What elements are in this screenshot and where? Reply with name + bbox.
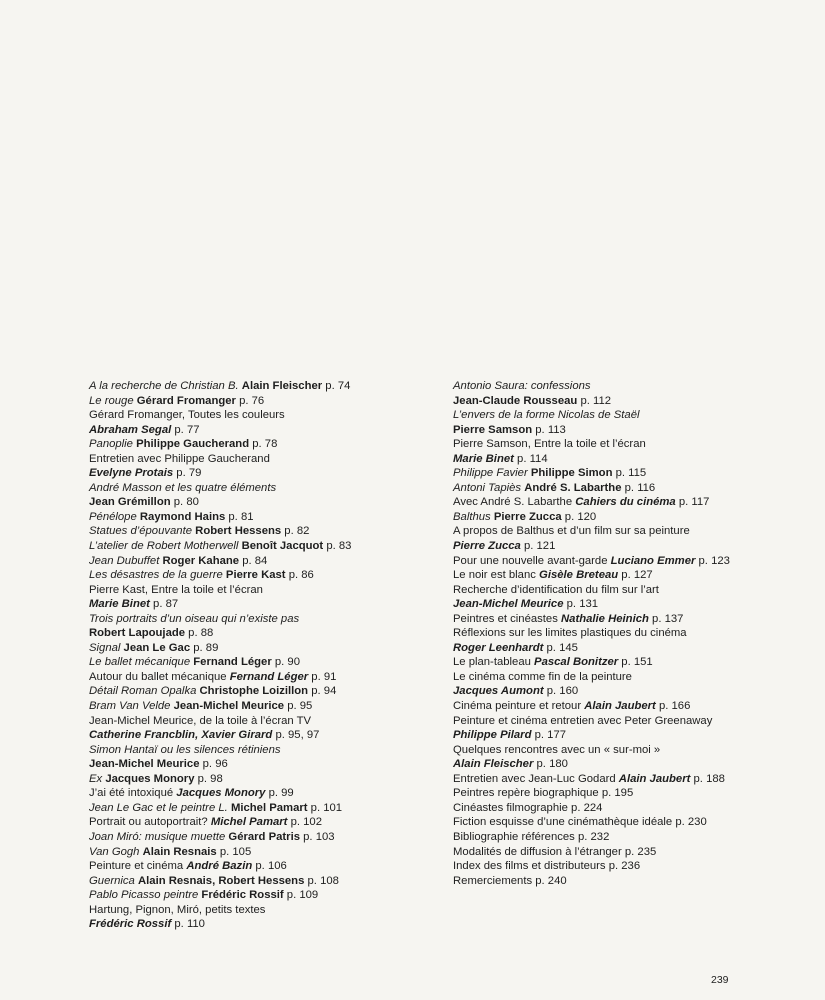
toc-entry	[453, 481, 730, 496]
author-name: Frédéric Rossif	[89, 918, 172, 931]
author-name: Jean-Claude Rousseau	[453, 394, 578, 407]
work-title: Simon Hantaï ou les silences rétiniens	[89, 743, 281, 756]
author-name: Robert Hessens	[195, 525, 282, 538]
author-name: Jean Le Gac	[123, 641, 191, 654]
toc-entry-line	[453, 743, 730, 758]
work-title: Balthus	[453, 510, 491, 523]
work-title: Ex	[89, 772, 103, 785]
toc-entry	[89, 801, 351, 816]
toc-entry-line	[453, 801, 730, 816]
author-name: Christophe Loizillon	[199, 685, 309, 698]
toc-entry	[453, 495, 730, 510]
entry-text: p. 188	[690, 772, 725, 785]
entry-text: Peinture et cinéma entretien avec Peter Greenaway	[453, 714, 713, 727]
toc-entry	[89, 830, 351, 845]
toc-entry	[89, 394, 351, 409]
entry-text: p. 120	[561, 510, 597, 523]
entry-text: p. 115	[612, 467, 647, 480]
entry-text: p. 83	[323, 540, 352, 553]
toc-entry-line	[89, 888, 351, 903]
author-name: Roger Kahane	[162, 554, 240, 567]
toc-entry-line	[89, 772, 351, 787]
author-name: Gisèle Breteau	[539, 569, 619, 582]
entry-text: Gérard Fromanger, Toutes les couleurs	[89, 409, 285, 422]
toc-entry-line	[453, 699, 730, 714]
toc-entry	[89, 524, 351, 539]
entry-text: p. 81	[225, 510, 254, 523]
work-title: Le rouge	[89, 394, 134, 407]
toc-entry	[89, 874, 351, 889]
entry-text: p. 82	[281, 525, 310, 538]
toc-entry-line	[89, 510, 351, 525]
toc-entry	[89, 888, 351, 903]
author-name: Alain Fleischer	[453, 758, 534, 771]
entry-text: J’ai été intoxiqué	[89, 787, 177, 800]
entry-text: p. 103	[300, 830, 335, 843]
entry-text: p. 116	[621, 481, 656, 494]
toc-entry-line	[89, 815, 351, 830]
toc-entry-line	[89, 554, 351, 569]
toc-entry	[453, 772, 730, 787]
author-name: Pierre Kast	[225, 569, 286, 582]
entry-text: p. 84	[239, 554, 268, 567]
toc-entry-line	[453, 539, 730, 554]
toc-entry-line	[453, 626, 730, 641]
author-name: Gérard Fromanger	[136, 394, 236, 407]
toc-entry-line	[89, 859, 351, 874]
toc-entry-line	[89, 495, 351, 510]
toc-entry-line	[453, 437, 730, 452]
toc-entry-line	[453, 859, 730, 874]
toc-entry-line	[89, 684, 351, 699]
entry-text: p. 79	[173, 467, 202, 480]
toc-entry-line	[453, 554, 730, 569]
toc-entry-line	[89, 641, 351, 656]
toc-entry-line	[89, 626, 351, 641]
toc-entry-line	[89, 714, 351, 729]
toc-entry	[89, 452, 351, 481]
author-name: Marie Binet	[453, 452, 514, 465]
work-title: Panoplie	[89, 438, 133, 451]
author-name: Philippe Pilard	[453, 729, 532, 742]
entry-text: p. 113	[532, 423, 566, 436]
toc-entry	[89, 612, 351, 641]
entry-text: p. 180	[533, 758, 568, 771]
toc-entry-line	[453, 466, 730, 481]
entry-text: p. 76	[235, 394, 265, 407]
entry-text: p. 127	[618, 569, 653, 582]
entry-text: Recherche d’identification du film sur l’art	[453, 583, 659, 596]
entry-text: Le plan-tableau	[453, 656, 535, 669]
toc-entry-line	[453, 408, 730, 423]
toc-entry	[89, 815, 351, 830]
author-name: Benoît Jacquot	[241, 540, 324, 553]
entry-text: Le noir est blanc	[453, 569, 540, 582]
author-name: Pierre Zucca	[453, 540, 521, 553]
author-name: Jacques Monory	[105, 772, 195, 785]
toc-entry-line	[89, 452, 351, 467]
toc-entry	[453, 655, 730, 670]
toc-entry	[89, 554, 351, 569]
entry-text: p. 88	[185, 627, 214, 640]
toc-entry-line	[89, 743, 351, 758]
work-title: L’envers de la forme Nicolas de Staël	[453, 409, 640, 422]
author-name: Michel Pamart	[210, 816, 288, 829]
toc-entry-line	[89, 408, 351, 423]
toc-entry-line	[453, 874, 730, 889]
author-name: Raymond Hains	[139, 510, 226, 523]
toc-entry-line	[453, 684, 730, 699]
toc-entry-line	[453, 714, 730, 729]
toc-entry	[453, 612, 730, 627]
toc-entry-line	[89, 917, 351, 932]
work-title: Signal	[89, 641, 121, 654]
entry-text: p. 131	[563, 598, 599, 611]
toc-entry-line	[453, 423, 730, 438]
toc-entry	[89, 568, 351, 583]
toc-entry	[453, 510, 730, 525]
entry-text: p. 74	[322, 380, 351, 392]
toc-entry-line	[453, 757, 730, 772]
toc-entry-line	[89, 568, 351, 583]
toc-entry-line	[453, 670, 730, 685]
entry-text: Autour du ballet mécanique	[89, 670, 230, 683]
toc-entry-line	[453, 583, 730, 598]
author-name: Fernand Léger	[193, 656, 272, 669]
author-name: Alain Jaubert	[584, 700, 656, 713]
toc-entry-line	[453, 524, 730, 539]
entry-text: p. 98	[194, 772, 223, 785]
toc-entry-line	[89, 801, 351, 816]
toc-entry-line	[453, 728, 730, 743]
work-title: Le ballet mécanique	[89, 656, 191, 669]
toc-entry-line	[89, 786, 351, 801]
author-name: Gérard Patris	[228, 830, 300, 843]
toc-entry	[89, 655, 351, 670]
work-title: Pénélope	[89, 510, 137, 523]
entry-text: Peintres et cinéastes	[453, 612, 562, 625]
toc-entry-line	[89, 728, 351, 743]
toc-entry	[89, 699, 351, 714]
toc-entry-line	[89, 757, 351, 772]
toc-entry	[89, 859, 351, 874]
entry-text: Pierre Samson, Entre la toile et l’écran	[453, 438, 646, 451]
toc-entry-line	[453, 830, 730, 845]
toc-entry	[453, 830, 730, 845]
author-name: Jean-Michel Meurice	[173, 700, 285, 713]
toc-entry	[89, 786, 351, 801]
toc-entry	[453, 408, 730, 437]
toc-entry-line	[89, 583, 351, 598]
author-name: Pascal Bonitzer	[534, 656, 619, 669]
entry-text: Jean-Michel Meurice, de la toile à l’écran TV	[89, 714, 312, 727]
toc-entry-line	[453, 394, 730, 409]
toc-entry-line	[89, 466, 351, 481]
author-name: Abraham Segal	[89, 423, 172, 436]
author-name: Michel Pamart	[230, 801, 308, 814]
toc-entry	[89, 845, 351, 860]
toc-entry-line	[453, 815, 730, 830]
toc-entry	[89, 670, 351, 685]
entry-text: Le cinéma comme fin de la peinture	[453, 670, 632, 683]
toc-entry-line	[89, 612, 351, 627]
toc-entry-line	[453, 612, 730, 627]
author-name: Frédéric Rossif	[201, 889, 284, 902]
toc-entry	[89, 583, 351, 612]
author-name: Jean-Michel Meurice	[453, 598, 564, 611]
entry-text: p. 91	[308, 670, 337, 683]
entry-text: Réflexions sur les limites plastiques du cinéma	[453, 627, 687, 640]
toc-entry	[453, 743, 730, 772]
entry-text: p. 151	[618, 656, 653, 669]
work-title: Antonio Saura: confessions	[453, 380, 591, 392]
entry-text: p. 109	[283, 889, 319, 902]
toc-entry-line	[89, 670, 351, 685]
toc-entry-line	[89, 830, 351, 845]
toc-entry	[453, 801, 730, 816]
toc-entry	[453, 466, 730, 481]
entry-text: p. 87	[149, 598, 179, 611]
toc-entry-line	[89, 379, 351, 394]
entry-text: Modalités de diffusion à l’étranger p. 235	[453, 845, 657, 858]
toc-entry	[453, 670, 730, 699]
toc-entry	[453, 714, 730, 743]
toc-entry-line	[89, 903, 351, 918]
entry-text: Index des films et distributeurs p. 236	[453, 860, 641, 873]
entry-text: p. 95	[284, 700, 313, 713]
work-title: A la recherche de Christian B.	[89, 380, 239, 392]
entry-text: p. 101	[307, 801, 343, 814]
entry-text: p. 80	[170, 496, 199, 509]
entry-text: p. 145	[543, 641, 578, 654]
toc-entry-line	[453, 641, 730, 656]
toc-entry-line	[453, 452, 730, 467]
toc-column-right	[453, 379, 730, 888]
entry-text: Entretien avec Jean-Luc Godard	[453, 772, 619, 785]
toc-entry-line	[453, 568, 730, 583]
author-name: Nathalie Heinich	[561, 612, 649, 625]
toc-entry	[89, 903, 351, 932]
work-title: Antoni Tapiès	[453, 481, 522, 494]
author-name: Marie Binet	[89, 598, 150, 611]
entry-text: p. 160	[543, 685, 579, 698]
toc-entry-line	[453, 786, 730, 801]
work-title: Trois portraits d’un oiseau qui n’existe pas	[89, 612, 300, 625]
toc-entry	[89, 743, 351, 772]
toc-entry-line	[453, 597, 730, 612]
work-title: Van Gogh	[89, 845, 140, 858]
toc-entry-line	[89, 481, 351, 496]
entry-text: p. 137	[648, 612, 684, 625]
entry-text: p. 94	[308, 685, 337, 698]
author-name: Robert Lapoujade	[89, 627, 186, 640]
author-name: André S. Labarthe	[524, 481, 622, 494]
entry-text: Pierre Kast, Entre la toile et l’écran	[89, 583, 263, 596]
entry-text: p. 123	[695, 554, 730, 567]
toc-entry	[89, 714, 351, 743]
entry-text: p. 117	[675, 496, 710, 509]
author-name: André Bazin	[186, 860, 253, 873]
entry-text: p. 77	[171, 423, 200, 436]
entry-text: Hartung, Pignon, Miró, petits textes	[89, 903, 266, 916]
work-title: Philippe Favier	[453, 467, 528, 480]
author-name: Evelyne Protais	[89, 467, 174, 480]
entry-text: Quelques rencontres avec un « sur-moi »	[453, 743, 661, 756]
work-title: Détail Roman Opalka	[89, 685, 197, 698]
entry-text: p. 86	[285, 569, 314, 582]
work-title: Pablo Picasso peintre	[89, 889, 199, 902]
toc-entry-line	[453, 510, 730, 525]
toc-entry	[453, 626, 730, 655]
entry-text: Bibliographie références p. 232	[453, 830, 610, 843]
entry-text: p. 105	[216, 845, 252, 858]
toc-entry	[453, 874, 730, 889]
author-name: Alain Jaubert	[618, 772, 691, 785]
author-name: Jacques Aumont	[453, 685, 544, 698]
toc-entry-line	[89, 524, 351, 539]
toc-entry-line	[89, 845, 351, 860]
toc-entry	[89, 379, 351, 394]
toc-entry	[89, 437, 351, 452]
work-title: Guernica	[89, 874, 135, 887]
author-name: Alain Resnais, Robert Hessens	[137, 874, 305, 887]
author-name: Fernand Léger	[229, 670, 309, 683]
toc-entry-line	[453, 379, 730, 394]
author-name: Catherine Francblin, Xavier Girard	[89, 729, 273, 742]
work-title: André Masson et les quatre éléments	[89, 481, 277, 494]
author-name: Jacques Monory	[176, 787, 266, 800]
toc-entry	[453, 437, 730, 466]
toc-entry-line	[453, 772, 730, 787]
toc-entry	[89, 481, 351, 510]
toc-entry	[453, 845, 730, 860]
toc-entry-line	[89, 423, 351, 438]
work-title: L’atelier de Robert Motherwell	[89, 540, 239, 553]
author-name: Jean Grémillon	[89, 496, 171, 509]
entry-text: Peinture et cinéma	[89, 860, 187, 873]
entry-text: p. 96	[199, 758, 228, 771]
toc-column-left	[89, 379, 351, 932]
work-title: Statues d’épouvante	[89, 525, 193, 538]
entry-text: Pour une nouvelle avant-garde	[453, 554, 611, 567]
toc-entry-line	[89, 699, 351, 714]
author-name: Roger Leenhardt	[453, 641, 544, 654]
author-name: Alain Fleischer	[241, 380, 323, 392]
entry-text: p. 78	[249, 438, 278, 451]
entry-text: Peintres repère biographique p. 195	[453, 787, 634, 800]
toc-entry	[89, 510, 351, 525]
author-name: Philippe Simon	[530, 467, 613, 480]
entry-text: p. 166	[655, 700, 691, 713]
toc-entry-line	[89, 655, 351, 670]
entry-text: Cinéastes filmographie p. 224	[453, 801, 603, 814]
entry-text: p. 114	[513, 452, 548, 465]
author-name: Jean-Michel Meurice	[89, 758, 200, 771]
toc-entry-line	[89, 437, 351, 452]
entry-text: p. 89	[190, 641, 219, 654]
entry-text: Fiction esquisse d’une cinémathèque idéale p. 230	[453, 816, 707, 829]
entry-text: p. 95, 97	[272, 729, 320, 742]
work-title: Bram Van Velde	[89, 700, 171, 713]
entry-text: p. 90	[271, 656, 300, 669]
toc-entry	[453, 699, 730, 714]
toc-entry	[453, 583, 730, 612]
entry-text: Avec André S. Labarthe	[453, 496, 576, 509]
author-name: Pierre Zucca	[493, 510, 562, 523]
toc-entry	[453, 568, 730, 583]
toc-entry	[453, 859, 730, 874]
toc-entry	[453, 379, 730, 408]
entry-text: p. 110	[171, 918, 205, 931]
work-title: Les désastres de la guerre	[89, 569, 223, 582]
entry-text: p. 121	[520, 540, 556, 553]
entry-text: Cinéma peinture et retour	[453, 700, 585, 713]
work-title: Jean Le Gac et le peintre L.	[89, 801, 228, 814]
toc-entry	[89, 684, 351, 699]
toc-entry	[89, 772, 351, 787]
toc-entry-line	[453, 845, 730, 860]
entry-text: p. 108	[304, 874, 339, 887]
entry-text: p. 177	[531, 729, 567, 742]
work-title: Joan Miró: musique muette	[89, 830, 226, 843]
toc-entry	[453, 786, 730, 801]
work-title: Jean Dubuffet	[89, 554, 160, 567]
entry-text: p. 112	[577, 394, 612, 407]
page-number: 239	[711, 974, 729, 986]
entry-text: p. 102	[287, 816, 322, 829]
entry-text: Portrait ou autoportrait?	[89, 816, 211, 829]
author-name: Philippe Gaucherand	[136, 438, 250, 451]
toc-entry	[453, 524, 730, 553]
toc-entry-line	[453, 655, 730, 670]
toc-entry	[453, 554, 730, 569]
author-name: Luciano Emmer	[610, 554, 696, 567]
entry-text: p. 106	[252, 860, 287, 873]
toc-entry-line	[89, 539, 351, 554]
toc-entry-line	[453, 481, 730, 496]
toc-entry-line	[89, 597, 351, 612]
toc-entry	[89, 641, 351, 656]
entry-text: A propos de Balthus et d’un film sur sa peinture	[453, 525, 690, 538]
author-name: Pierre Samson	[453, 423, 533, 436]
entry-text: Remerciements p. 240	[453, 874, 567, 887]
toc-entry	[453, 815, 730, 830]
entry-text: Entretien avec Philippe Gaucherand	[89, 452, 270, 465]
toc-entry-line	[89, 394, 351, 409]
toc-entry	[89, 539, 351, 554]
author-name: Cahiers du cinéma	[575, 496, 676, 509]
toc-entry	[89, 408, 351, 437]
entry-text: p. 99	[265, 787, 294, 800]
author-name: Alain Resnais	[142, 845, 217, 858]
toc-entry-line	[453, 495, 730, 510]
toc-entry-line	[89, 874, 351, 889]
